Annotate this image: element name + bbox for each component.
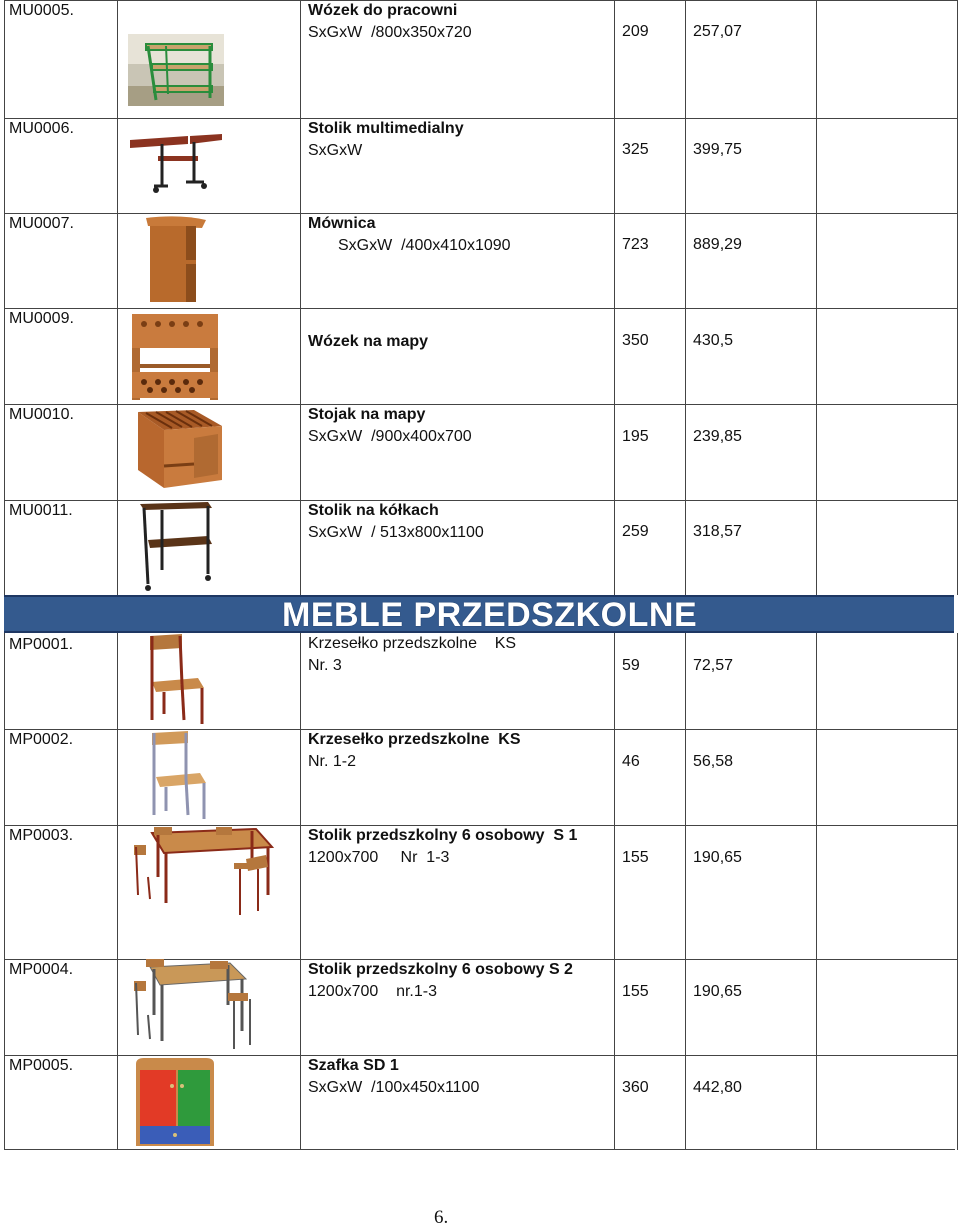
- multimedia-table-image: [128, 130, 224, 194]
- product-spec: Nr. 3: [308, 657, 342, 674]
- product-description: [308, 500, 484, 544]
- product-description: [308, 118, 464, 162]
- lectern-image: [140, 214, 210, 306]
- product-name: Stojak na mapy: [308, 406, 426, 423]
- product-code: MP0002.: [9, 731, 74, 748]
- net-price: 325: [622, 141, 649, 158]
- product-name: Stolik przedszkolny 6 osobowy S 2: [308, 961, 573, 978]
- product-spec: Nr. 1-2: [308, 753, 357, 770]
- product-spec: SxGxW: [308, 142, 363, 159]
- product-description: [308, 959, 573, 1003]
- net-price: 209: [622, 23, 649, 40]
- product-code: MU0007.: [9, 215, 74, 232]
- product-code: MP0001.: [9, 636, 74, 653]
- gross-price: 190,65: [693, 983, 742, 1000]
- wheeled-table-image: [138, 500, 214, 594]
- net-price: 155: [622, 983, 649, 1000]
- net-price: 350: [622, 332, 649, 349]
- gross-price: 190,65: [693, 849, 742, 866]
- product-code: MP0005.: [9, 1057, 74, 1074]
- product-description: [308, 729, 521, 773]
- cabinet-image: [132, 1056, 218, 1148]
- net-price: 59: [622, 657, 640, 674]
- preschool-table-set-image: [130, 825, 280, 917]
- product-code: MU0006.: [9, 120, 74, 137]
- product-spec: 1200x700 nr.1-3: [308, 983, 437, 1000]
- product-name: Szafka SD 1: [308, 1057, 399, 1074]
- map-stand-image: [134, 408, 224, 496]
- product-code: MP0003.: [9, 827, 74, 844]
- product-name: Stolik multimedialny: [308, 120, 464, 137]
- product-spec: SxGxW /900x400x700: [308, 428, 472, 445]
- section-title: MEBLE PRZEDSZKOLNE: [282, 596, 698, 634]
- gross-price: 442,80: [693, 1079, 742, 1096]
- table-bottom-border: [4, 1149, 955, 1150]
- product-name: Krzesełko przedszkolne KS: [308, 635, 517, 652]
- product-spec: SxGxW /100x450x1100: [308, 1079, 480, 1096]
- preschool-chair-image: [142, 634, 208, 726]
- product-code: MU0010.: [9, 406, 74, 423]
- map-cart-image: [128, 310, 222, 402]
- net-price: 195: [622, 428, 649, 445]
- product-name: Mównica: [308, 215, 376, 232]
- product-description: [308, 633, 516, 677]
- product-description: [308, 825, 577, 869]
- product-name: Wózek do pracowni: [308, 2, 458, 19]
- net-price: 155: [622, 849, 649, 866]
- product-name: Wózek na mapy: [308, 333, 429, 350]
- gross-price: 430,5: [693, 332, 734, 349]
- product-description: [308, 331, 428, 353]
- product-code: MU0009.: [9, 310, 74, 327]
- gross-price: 399,75: [693, 141, 742, 158]
- product-description: [308, 1055, 479, 1099]
- product-code: MU0011.: [9, 502, 73, 519]
- product-code: MP0004.: [9, 961, 74, 978]
- gross-price: 72,57: [693, 657, 734, 674]
- product-name: Krzesełko przedszkolne KS: [308, 731, 521, 748]
- gross-price: 889,29: [693, 236, 742, 253]
- product-code: MU0005.: [9, 2, 74, 19]
- product-name: Stolik na kółkach: [308, 502, 439, 519]
- gross-price: 56,58: [693, 753, 734, 770]
- net-price: 46: [622, 753, 640, 770]
- net-price: 259: [622, 523, 649, 540]
- product-spec: SxGxW /400x410x1090: [338, 237, 511, 254]
- product-description: [308, 404, 472, 448]
- preschool-chair-grey-image: [144, 731, 208, 821]
- product-spec: 1200x700 Nr 1-3: [308, 849, 450, 866]
- product-name: Stolik przedszkolny 6 osobowy S 1: [308, 827, 578, 844]
- product-description: [308, 213, 511, 257]
- product-spec: SxGxW /800x350x720: [308, 24, 472, 41]
- page-number: 6.: [434, 1207, 449, 1228]
- section-header: [4, 595, 954, 633]
- gross-price: 257,07: [693, 23, 742, 40]
- net-price: 723: [622, 236, 649, 253]
- net-price: 360: [622, 1079, 649, 1096]
- gross-price: 239,85: [693, 428, 742, 445]
- preschool-table-set-grey-image: [130, 959, 256, 1053]
- product-spec: SxGxW / 513x800x1100: [308, 524, 484, 541]
- gross-price: 318,57: [693, 523, 742, 540]
- workshop-cart-image: [128, 34, 224, 106]
- product-description: [308, 0, 472, 44]
